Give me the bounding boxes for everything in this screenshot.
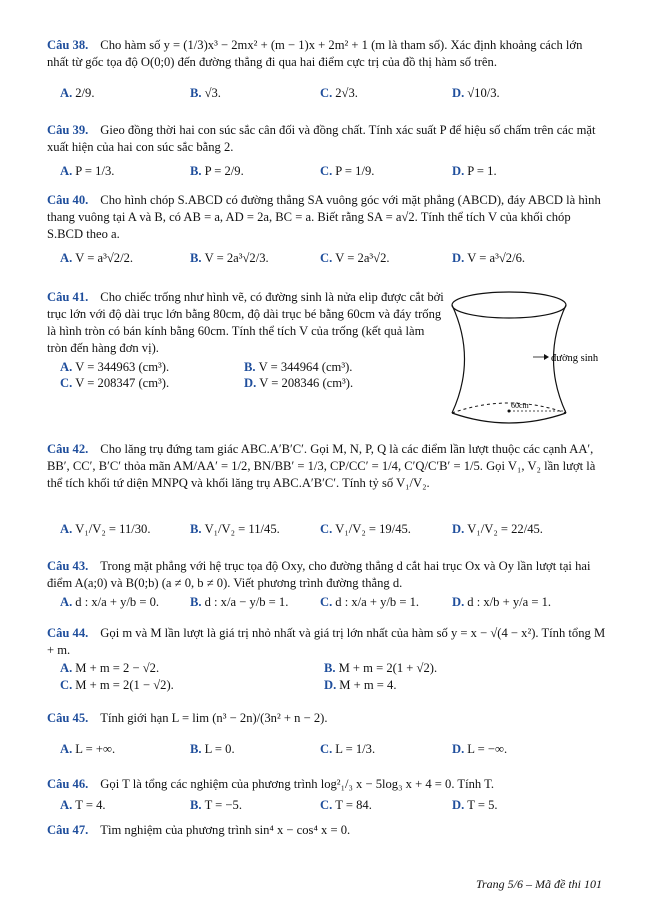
option-c: V = 208347 (cm³).: [75, 376, 170, 390]
option-a-letter: A.: [60, 164, 73, 178]
option-b: L = 0.: [204, 742, 235, 756]
drum-figure: [445, 287, 610, 427]
option-b-letter: B.: [190, 742, 202, 756]
option-b: T = −5.: [204, 798, 242, 812]
drum-top-ellipse: [452, 292, 566, 318]
option-a: d : x/a + y/b = 0.: [75, 595, 160, 609]
option-c-letter: C.: [320, 86, 333, 100]
question-text: Cho hình chóp S.ABCD có đường thẳng SA vuông góc với mặt phẳng (ABCD), đáy ABCD là hình thang vuông tại A và B, có AB = a, AD = 2a, BC = a. Biết rằng SA = a√2. Tính thể tích V của khối chóp S.BCD theo a.: [47, 193, 601, 241]
question-label: Câu 41.: [47, 290, 89, 304]
option-c-letter: C.: [320, 164, 333, 178]
option-c: V = 2a³√2.: [335, 251, 390, 265]
page-footer: Trang 5/6 – Mã đề thi 101: [475, 877, 602, 891]
option-d-letter: D.: [452, 522, 465, 536]
option-b: V₁/V₂ = 11/45.: [204, 522, 280, 536]
question-39: [47, 122, 607, 156]
option-a-letter: A.: [60, 742, 73, 756]
option-d-letter: D.: [452, 595, 465, 609]
question-label: Câu 44.: [47, 626, 89, 640]
question-text: Gieo đồng thời hai con súc sắc cân đối và đồng chất. Tính xác suất P để hiệu số chấm trên các mặt xuất hiện của hai con súc sắc bằng 2.: [47, 123, 596, 154]
option-a-letter: A.: [60, 798, 73, 812]
option-a: 2/9.: [75, 86, 95, 100]
option-a: V = 344963 (cm³).: [75, 360, 170, 374]
option-c: L = 1/3.: [335, 742, 376, 756]
option-a: T = 4.: [75, 798, 106, 812]
question-label: Câu 42.: [47, 442, 89, 456]
question-text: Tính giới hạn L = lim (n³ − 2n)/(3n² + n − 2).: [100, 711, 328, 725]
option-a-letter: A.: [60, 595, 73, 609]
question-text: Tìm nghiệm của phương trình sin⁴ x − cos⁴ x = 0.: [100, 823, 351, 837]
question-label: Câu 45.: [47, 711, 89, 725]
option-d: √10/3.: [467, 86, 500, 100]
options-46: [60, 797, 600, 817]
question-42: [47, 441, 607, 492]
option-d: V = 208346 (cm³).: [259, 376, 354, 390]
option-d: V₁/V₂ = 22/45.: [467, 522, 543, 536]
option-d-letter: D.: [452, 251, 465, 265]
question-text: Gọi T là tổng các nghiệm của phương trình log²₁/₃ x − 5log₃ x + 4 = 0. Tính T.: [100, 777, 495, 791]
question-text: Trong mặt phẳng với hệ trục tọa độ Oxy, cho đường thẳng d cắt hai trục Ox và Oy lần lượt tại hai điểm A(a;0) và B(0;b) (a ≠ 0, b ≠ 0). Viết phương trình đường thẳng d.: [47, 559, 591, 590]
option-b-letter: B.: [190, 251, 202, 265]
question-text: Cho chiếc trống như hình vẽ, có đường sinh là nửa elip được cắt bởi trục lớn với độ dài trục lớn bằng 80cm, độ dài trục bé bằng 60cm và đáy trống là hình tròn có bán kính bằng 60cm. Tính thể tích V của trống (kết quả làm tròn đến hàng đơn vị).: [47, 290, 444, 355]
option-c-letter: C.: [320, 798, 333, 812]
option-b: d : x/a − y/b = 1.: [204, 595, 289, 609]
options-42: [60, 521, 600, 541]
option-a-letter: A.: [60, 86, 73, 100]
option-c: V₁/V₂ = 19/45.: [335, 522, 411, 536]
option-c-letter: C.: [320, 522, 333, 536]
question-text: Cho hàm số y = (1/3)x³ − 2mx² + (m − 1)x + 2m² + 1 (m là tham số). Xác định khoảng cách lớn nhất từ gốc tọa độ O(0;0) đến đường thẳng đi qua hai điểm cực trị của đồ thị hàm số trên.: [47, 38, 583, 69]
drum-bottom-front: [452, 413, 566, 423]
drum-dimension-label: 60cm: [511, 401, 529, 410]
option-c: M + m = 2(1 − √2).: [75, 678, 174, 692]
option-d: L = −∞.: [467, 742, 508, 756]
option-c-letter: C.: [320, 595, 333, 609]
option-b: M + m = 2(1 + √2).: [338, 661, 438, 675]
option-b: V = 344964 (cm³).: [258, 360, 353, 374]
options-38: [60, 85, 600, 105]
duong-sinh-label: đường sinh: [551, 353, 599, 364]
option-d-letter: D.: [324, 678, 337, 692]
option-d: M + m = 4.: [339, 678, 397, 692]
option-d: V = a³√2/6.: [467, 251, 526, 265]
option-b-letter: B.: [324, 661, 336, 675]
option-d: T = 5.: [467, 798, 498, 812]
option-c-letter: C.: [60, 678, 73, 692]
option-d-letter: D.: [452, 742, 465, 756]
option-b: √3.: [204, 86, 221, 100]
question-label: Câu 40.: [47, 193, 89, 207]
option-b-letter: B.: [190, 86, 202, 100]
option-a-letter: A.: [60, 251, 73, 265]
question-label: Câu 39.: [47, 123, 89, 137]
option-d: d : x/b + y/a = 1.: [467, 595, 552, 609]
option-c: 2√3.: [335, 86, 358, 100]
option-d-letter: D.: [452, 798, 465, 812]
option-d-letter: D.: [452, 86, 465, 100]
options-40: [60, 250, 600, 270]
option-b-letter: B.: [190, 522, 202, 536]
question-43: [47, 558, 607, 592]
option-a: M + m = 2 − √2.: [75, 661, 160, 675]
question-45: [47, 710, 607, 727]
question-label: Câu 46.: [47, 777, 89, 791]
option-d: P = 1.: [467, 164, 497, 178]
question-38: [47, 37, 607, 71]
options-44: [60, 660, 600, 696]
option-a: V = a³√2/2.: [75, 251, 134, 265]
question-46: [47, 776, 607, 793]
option-a: L = +∞.: [75, 742, 116, 756]
arrow-head-icon: [544, 354, 549, 360]
options-43: [60, 594, 600, 614]
question-47: [47, 822, 607, 839]
option-c: P = 1/9.: [335, 164, 375, 178]
option-a-letter: A.: [60, 360, 73, 374]
option-c-letter: C.: [320, 251, 333, 265]
option-a-letter: A.: [60, 661, 73, 675]
question-41: [47, 289, 445, 357]
question-40: [47, 192, 607, 243]
question-label: Câu 47.: [47, 823, 89, 837]
option-b-letter: B.: [190, 595, 202, 609]
question-label: Câu 43.: [47, 559, 89, 573]
option-b: P = 2/9.: [204, 164, 244, 178]
options-41: [60, 359, 420, 399]
option-d-letter: D.: [452, 164, 465, 178]
drum-left-side: [452, 305, 465, 413]
option-c-letter: C.: [60, 376, 73, 390]
option-b-letter: B.: [190, 798, 202, 812]
option-d-letter: D.: [244, 376, 257, 390]
option-a-letter: A.: [60, 522, 73, 536]
question-label: Câu 38.: [47, 38, 89, 52]
question-text: Cho lăng trụ đứng tam giác ABC.A′B′C′. Gọi M, N, P, Q là các điểm lần lượt thuộc các cạnh AA′, BB′, CC′, B′C′ thỏa mãn AM/AA′ = 1/2, BN/BB′ = 1/3, CP/CC′ = 1/4, C′Q/C′B′ = 1/5. Gọi V₁, V₂ lần lượt là thể tích khối tứ diện MNPQ và khối lăng trụ ABC.A′B′C′. Tính tỷ số V₁/V₂.: [47, 442, 596, 490]
option-b-letter: B.: [244, 360, 256, 374]
option-c-letter: C.: [320, 742, 333, 756]
question-text: Gọi m và M lần lượt là giá trị nhỏ nhất và giá trị lớn nhất của hàm số y = x − √(4 − x²). Tính tổng M + m.: [47, 626, 606, 657]
option-b-letter: B.: [190, 164, 202, 178]
options-39: [60, 163, 600, 183]
options-45: [60, 741, 600, 761]
question-44: [47, 625, 607, 659]
option-c: d : x/a + y/b = 1.: [335, 595, 420, 609]
option-a: P = 1/3.: [75, 164, 115, 178]
option-a: V₁/V₂ = 11/30.: [75, 522, 151, 536]
option-c: T = 84.: [335, 798, 372, 812]
option-b: V = 2a³√2/3.: [204, 251, 269, 265]
